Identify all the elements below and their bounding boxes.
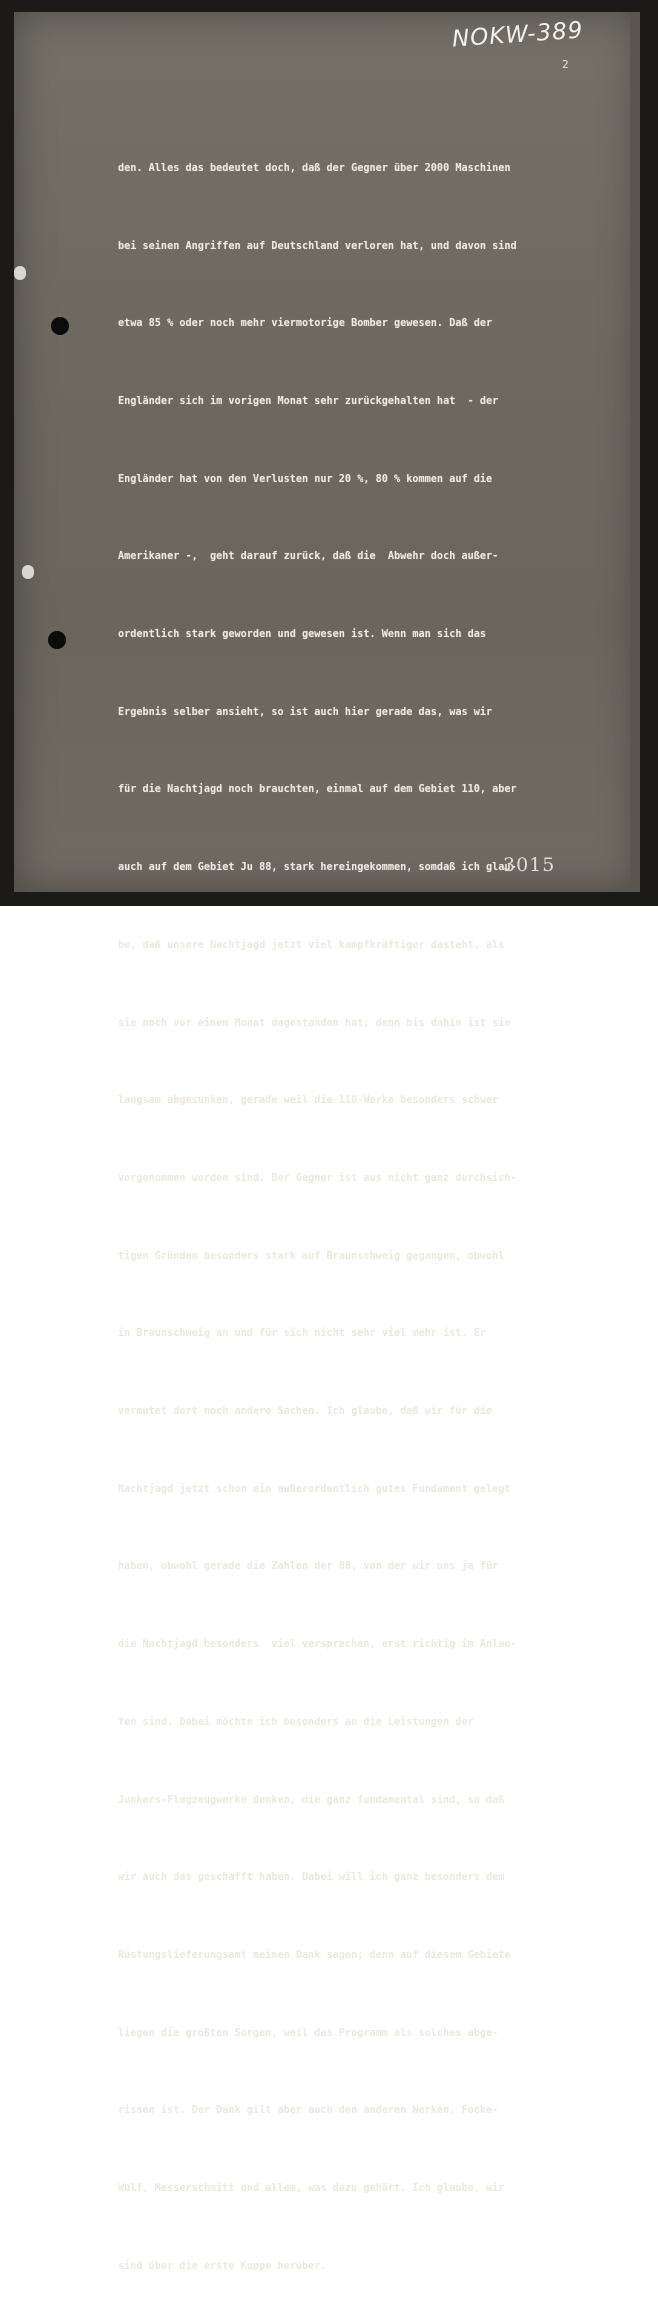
text-line: Engländer hat von den Verlusten nur 20 %, 80 % kommen auf die (118, 473, 493, 485)
text-line: den. Alles das bedeutet doch, daß der Gegner über 2000 Maschinen (118, 162, 511, 174)
binder-mark (22, 565, 34, 579)
text-line: Wulf, Messerschmitt und allem, was dazu gehört. Ich glaube, wir (118, 2183, 505, 2195)
text-line: rissen ist. Der Dank gilt aber auch den anderen Werken, Focke- (118, 2105, 499, 2117)
text-line: be, daß unsere Nachtjagd jetzt viel kampfkräftiger dasteht, als (118, 939, 505, 951)
page-edge (630, 12, 640, 892)
text-line: tigen Gründen besonders stark auf Braunschweig gegangen, obwohl (118, 1250, 505, 1262)
text-line: Engländer sich im vorigen Monat sehr zurückgehalten hat - der (118, 395, 499, 407)
text-line: Nachtjagd jetzt schon ein außerordentlich gutes Fundament gelegt (118, 1483, 511, 1495)
text-line: bei seinen Angriffen auf Deutschland verloren hat, und davon sind (118, 240, 517, 252)
text-line: ordentlich stark geworden und gewesen ist. Wenn man sich das (118, 629, 487, 641)
document-reference: NOKW-389 (451, 17, 585, 53)
binder-mark (14, 266, 26, 280)
punch-hole (48, 631, 66, 649)
text-line: Junkers-Flugzeugwerke denken, die ganz fundamental sind, so daß (118, 1794, 505, 1806)
text-line: sind über die erste Kuppe herüber. (118, 2260, 327, 2272)
text-line: Rüstungslieferungsamt meinen Dank sagen; denn auf diesem Gebiete (118, 1949, 511, 1961)
text-line: haben, obwohl gerade die Zahlen der 88, von der wir uns ja für (118, 1561, 499, 1573)
text-line: Amerikaner -, geht darauf zurück, daß die Abwehr doch außer- (118, 551, 499, 563)
text-line: fen sind. Dabei möchte ich besonders an die Leistungen der (118, 1716, 474, 1728)
text-line: vorgenommen worden sind. Der Gegner ist aus nicht ganz durchsich- (118, 1172, 517, 1184)
text-line: liegen die größten Sorgen, weil das Programm als solches abge- (118, 2027, 499, 2039)
text-line: langsam abgesunken, gerade weil die 110-Werke besonders schwer (118, 1095, 499, 1107)
text-line: vermutet dort noch andere Sachen. Ich glaube, daß wir für die (118, 1406, 493, 1418)
text-line: in Braunschweig an und für sich nicht sehr viel mehr ist. Er (118, 1328, 487, 1340)
text-line: etwa 85 % oder noch mehr viermotorige Bomber gewesen. Daß der (118, 318, 493, 330)
archive-stamp-number: 3015 (503, 854, 556, 876)
text-line: wir auch das geschafft haben. Dabei will ich ganz besonders dem (118, 1872, 505, 1884)
page-number: 2 (562, 58, 569, 71)
punch-hole (51, 317, 69, 335)
text-line: für die Nachtjagd noch brauchten, einmal auf dem Gebiet 110, aber (118, 784, 517, 796)
text-line: sie noch vor einem Monat dagestanden hat; denn bis dahin ist sie (118, 1017, 511, 1029)
document-body (118, 104, 628, 2306)
text-line: auch auf dem Gebiet Ju 88, stark hereingekommen, somdaß ich glau- (118, 862, 517, 874)
text-line: Ergebnis selber ansieht, so ist auch hier gerade das, was wir (118, 706, 493, 718)
text-line: die Nachtjagd besonders viel versprechen, erst richtig im Anlau- (118, 1639, 517, 1651)
